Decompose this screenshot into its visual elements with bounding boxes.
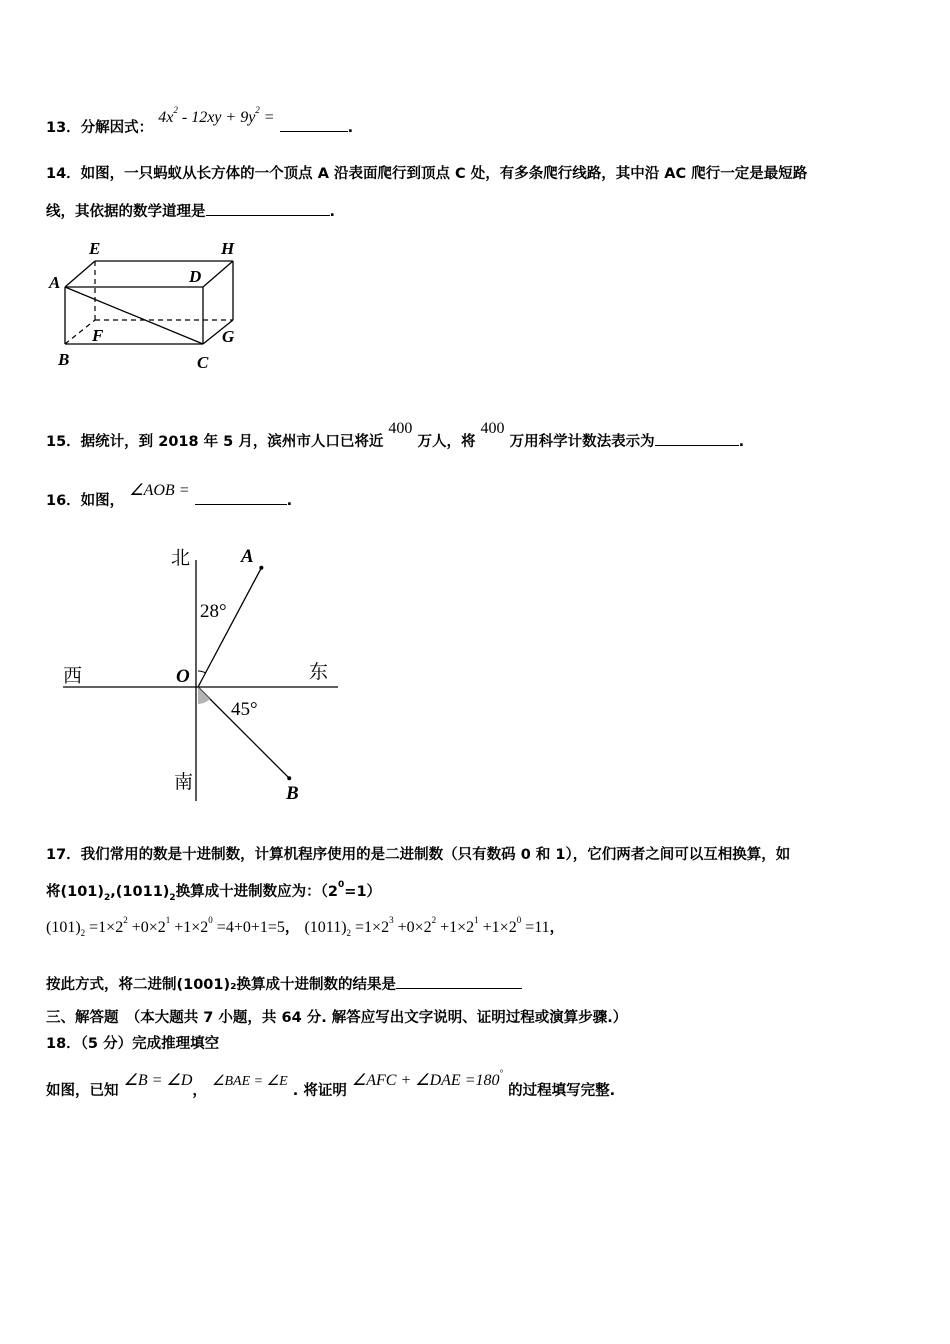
q13-expression: $4x^2 - 12xy + 9y^2$ = bbox=[158, 105, 275, 126]
q15-text-2: 万人，将 bbox=[417, 434, 476, 450]
q13-suffix: . bbox=[347, 120, 354, 136]
q18-expr-1: ∠B = ∠D bbox=[123, 1072, 193, 1089]
edge-BF-hidden bbox=[65, 320, 95, 344]
question-16 bbox=[46, 482, 293, 510]
label-A: A bbox=[49, 273, 61, 292]
q15-text-1: 15．据统计，到 2018 年 5 月，滨州市人口已将近 bbox=[46, 434, 384, 450]
label-west: 西 bbox=[63, 666, 83, 687]
label-B: B bbox=[286, 783, 299, 804]
q17-answer-blank bbox=[396, 974, 522, 989]
label-south: 南 bbox=[174, 772, 194, 793]
q16-answer-blank bbox=[195, 490, 287, 505]
path-AC bbox=[65, 287, 203, 344]
cuboid-figure bbox=[40, 232, 260, 377]
q15-suffix: . bbox=[738, 434, 745, 450]
question-14-line2 bbox=[46, 200, 335, 221]
question-18-title: 18．（5 分）完成推理填空 bbox=[46, 1036, 220, 1052]
angle-28-marker bbox=[198, 671, 206, 673]
compass-figure bbox=[55, 540, 355, 810]
point-B-dot bbox=[287, 776, 291, 780]
section-3-title: 三、解答题 （本大题共 7 小题，共 64 分. 解答应写出文字说明、证明过程或演算步骤.） bbox=[46, 1010, 628, 1026]
label-F: F bbox=[92, 326, 104, 345]
question-17-line2: 将$(101)_2,(1011)_2$换算成十进制数应为：$(2^0=1)$ bbox=[46, 880, 382, 903]
point-A-dot bbox=[259, 566, 263, 570]
label-angle-45: 45° bbox=[231, 699, 258, 720]
q14-line2-prefix: 线，其依据的数学道理是 bbox=[46, 204, 206, 220]
question-14-line1: 14．如图，一只蚂蚁从长方体的一个顶点 A 沿表面爬行到顶点 C 处，有多条爬行线路，其中沿 AC 爬行一定是最短路 bbox=[46, 166, 808, 182]
label-H: H bbox=[221, 239, 235, 258]
label-E: E bbox=[89, 239, 101, 258]
q13-answer-blank bbox=[280, 117, 348, 132]
label-angle-28: 28° bbox=[200, 601, 227, 622]
edge-AE bbox=[65, 261, 95, 287]
q13-prefix: 13．分解因式： bbox=[46, 120, 154, 136]
label-D: D bbox=[189, 267, 202, 286]
label-east: 东 bbox=[309, 662, 329, 683]
question-13 bbox=[46, 105, 354, 137]
q16-expression: ∠AOB = bbox=[129, 482, 190, 499]
edge-DH bbox=[203, 261, 233, 287]
label-north: 北 bbox=[171, 548, 191, 569]
q18-text-2: . 将证明 bbox=[292, 1083, 347, 1099]
q18-text-3: 的过程填写完整. bbox=[508, 1083, 616, 1099]
label-C: C bbox=[197, 353, 209, 372]
q18-expr-3: ∠AFC + ∠DAE =180° bbox=[351, 1068, 504, 1089]
q15-number-1: 400 bbox=[388, 420, 413, 437]
question-17-line4 bbox=[46, 973, 522, 994]
question-15 bbox=[46, 420, 745, 451]
label-B: B bbox=[58, 350, 70, 369]
q16-prefix: 16．如图， bbox=[46, 493, 125, 509]
q15-number-2: 400 bbox=[480, 420, 505, 437]
q14-answer-blank bbox=[206, 201, 330, 216]
q17-formula-2: $(1011)_2 =1\times 2^3 +0\times 2^2 +1\times 2^1 +1\times 2^0 =11$ bbox=[304, 915, 550, 938]
q17-formula-1: $(101)_2 =1\times 2^2 +0\times 2^1 +1\times 2^0 =4+0+1=5$ bbox=[46, 915, 285, 938]
question-17-line1: 17．我们常用的数是十进制数，计算机程序使用的是二进制数（只有数码 0 和 1），它们两者之间可以互相换算，如 bbox=[46, 847, 791, 863]
label-G: G bbox=[222, 327, 235, 346]
q18-expr-2: ∠BAE = ∠E bbox=[211, 1074, 288, 1089]
q15-answer-blank bbox=[655, 431, 739, 446]
q18-text-1: 如图，已知 bbox=[46, 1083, 119, 1099]
q15-text-3: 万用科学计数法表示为 bbox=[509, 434, 655, 450]
ray-OA bbox=[198, 568, 261, 687]
q16-suffix: . bbox=[286, 493, 293, 509]
q17-line4-text: 按此方式，将二进制(1001)₂换算成十进制数的结果是 bbox=[46, 977, 396, 993]
label-O: O bbox=[176, 666, 190, 687]
angle-45-marker bbox=[198, 687, 210, 704]
q14-suffix: . bbox=[329, 204, 336, 220]
question-18-statement: 如图，已知 ∠B = ∠D， ∠BAE = ∠E . 将证明 ∠AFC + ∠DAE =180° 的过程填写完整. bbox=[46, 1068, 616, 1099]
label-A: A bbox=[241, 546, 254, 567]
question-17-formulas: $(101)_2 =1\times 2^2 +0\times 2^1 +1\times 2^0 =4+0+1=5$， $(1011)_2 =1\times 2^3 +0\times 2^2 +1\times 2^1 +1\times 2^0 =11$， bbox=[46, 915, 565, 938]
